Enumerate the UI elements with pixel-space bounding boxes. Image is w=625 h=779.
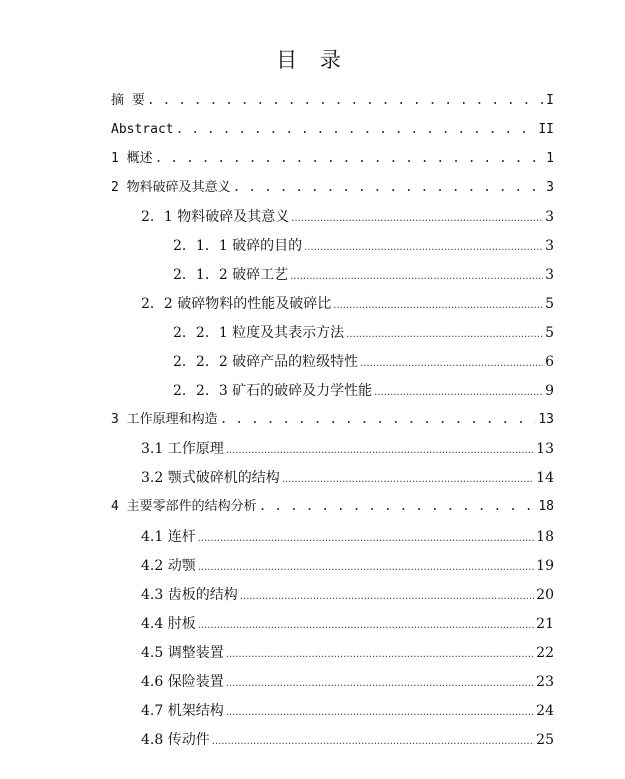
page-title: 目 录	[276, 48, 349, 72]
toc-entry-label: 4.3 齿板的结构	[141, 587, 238, 603]
toc-page-number: 18	[536, 529, 554, 545]
toc-entry[interactable]	[141, 466, 554, 490]
toc-page-number: 22	[536, 645, 554, 661]
toc-leader	[226, 641, 534, 667]
toc-leader	[240, 583, 534, 609]
toc-entry-label: 2．2 破碎物料的性能及破碎比	[141, 296, 332, 312]
toc-entry[interactable]	[111, 408, 554, 432]
toc-entry[interactable]	[111, 176, 554, 200]
toc-page-number: 20	[536, 587, 554, 603]
toc-entry-label: 4.8 传动件	[141, 732, 210, 748]
toc-entry-label: 3.2 颚式破碎机的结构	[141, 470, 280, 486]
toc-page-number: 3	[546, 180, 554, 195]
toc-entry[interactable]	[141, 554, 554, 578]
toc-entry[interactable]	[111, 118, 554, 142]
toc-leader	[212, 728, 534, 754]
toc-entry-label: 1 概述	[111, 151, 153, 166]
toc-page-number: 1	[546, 151, 554, 166]
toc-entry[interactable]	[141, 525, 554, 549]
toc-entry-label: 4.7 机架结构	[141, 703, 224, 719]
toc-entry-label: 4.1 连杆	[141, 529, 196, 545]
toc-entry[interactable]	[141, 699, 554, 723]
toc-entry-label: 2．2．3 矿石的破碎及力学性能	[173, 383, 373, 399]
toc-leader	[226, 670, 534, 696]
toc-entry-label: 3 工作原理和构造	[111, 412, 218, 427]
toc-entry[interactable]	[141, 205, 554, 229]
toc-page-number: 3	[545, 267, 554, 283]
toc-page-number: 5	[545, 325, 554, 341]
toc-entry[interactable]	[141, 437, 554, 461]
toc-entry-label: 4.5 调整装置	[141, 645, 224, 661]
toc-page-number: 25	[536, 732, 554, 748]
toc-entry-label: 2．1．2 破碎工艺	[173, 267, 289, 283]
toc-leader	[282, 466, 534, 492]
toc-entry[interactable]	[141, 583, 554, 607]
toc-entry[interactable]	[141, 612, 554, 636]
toc-entry[interactable]	[111, 89, 554, 113]
toc-entry[interactable]	[173, 234, 554, 258]
toc-entry-label: 4 主要零部件的结构分析	[111, 499, 257, 514]
toc-entry[interactable]	[141, 641, 554, 665]
toc-page-number: 5	[545, 296, 554, 312]
toc-leader	[304, 234, 543, 260]
toc-leader	[333, 292, 543, 318]
toc-page-number: 3	[545, 209, 554, 225]
toc-entry[interactable]	[141, 728, 554, 752]
toc-entry[interactable]	[173, 321, 554, 345]
toc-leader	[176, 118, 537, 142]
toc-entry-label: 4.4 肘板	[141, 616, 196, 632]
toc-entry-label: 2．2．2 破碎产品的粒级特性	[173, 354, 359, 370]
toc-entry[interactable]	[173, 379, 554, 403]
toc-leader	[155, 147, 545, 171]
toc-entry[interactable]	[141, 670, 554, 694]
toc-page-number: 9	[545, 383, 554, 399]
toc-leader	[226, 437, 534, 463]
toc-leader	[374, 379, 543, 405]
toc-entry-label: 摘 要	[111, 93, 145, 108]
toc-leader	[233, 176, 545, 200]
toc-leader	[226, 699, 534, 725]
toc-entry[interactable]	[111, 147, 554, 171]
toc-entry[interactable]	[141, 292, 554, 316]
toc-page-number: II	[538, 122, 554, 137]
toc-entry-label: 2 物料破碎及其意义	[111, 180, 231, 195]
toc-page-number: 14	[536, 470, 554, 486]
toc-page-number: I	[546, 93, 554, 108]
toc-leader	[291, 205, 543, 231]
toc-entry[interactable]	[173, 263, 554, 287]
toc-entry-label: 4.6 保险装置	[141, 674, 224, 690]
toc-page-number: 13	[536, 441, 554, 457]
toc-leader	[198, 554, 534, 580]
toc-entry[interactable]	[111, 495, 554, 519]
toc-leader	[360, 350, 543, 376]
toc-entry-label: 2．1 物料破碎及其意义	[141, 209, 290, 225]
toc-page-number: 19	[536, 558, 554, 574]
toc-leader	[259, 495, 537, 519]
toc-page-number: 3	[545, 238, 554, 254]
toc-leader	[147, 89, 544, 113]
toc-entry-label: 2．2．1 粒度及其表示方法	[173, 325, 345, 341]
toc-entry-label: 3.1 工作原理	[141, 441, 224, 457]
toc-leader	[198, 525, 534, 551]
toc-page-number: 24	[536, 703, 554, 719]
toc-page-number: 13	[538, 412, 554, 427]
toc-leader	[220, 408, 537, 432]
toc-page-number: 18	[538, 499, 554, 514]
toc-leader	[198, 612, 534, 638]
toc-page-number: 21	[536, 616, 554, 632]
toc-entry-label: 4.2 动颚	[141, 558, 196, 574]
toc-page-number: 6	[545, 354, 554, 370]
toc-leader	[346, 321, 543, 347]
toc-leader	[290, 263, 543, 289]
toc-page-number: 23	[536, 674, 554, 690]
toc-entry-label: 2．1．1 破碎的目的	[173, 238, 303, 254]
toc-entry[interactable]	[173, 350, 554, 374]
toc-entry-label: Abstract	[111, 122, 174, 137]
